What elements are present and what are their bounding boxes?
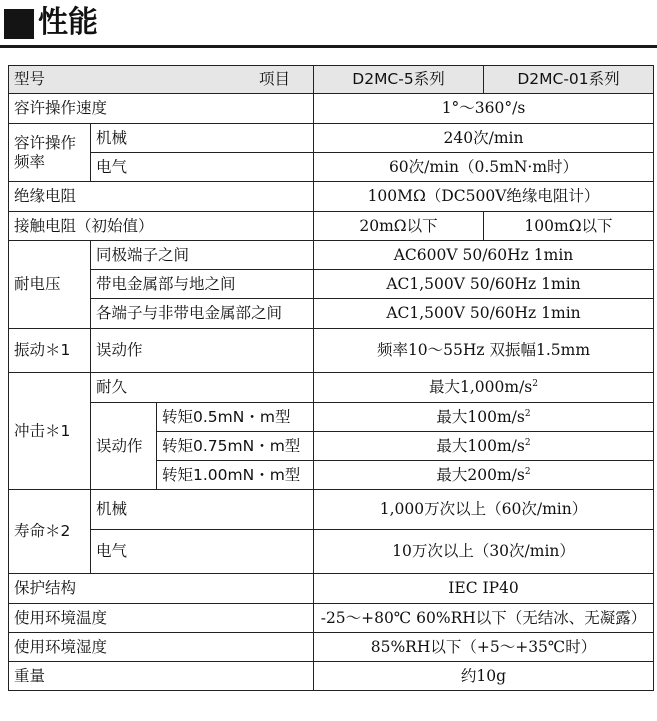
dielectric-r3-value: AC1,500V 50/60Hz 1min xyxy=(314,299,654,329)
contact-value-d2mc-5: 20mΩ以下 xyxy=(314,212,484,241)
shock-durability-exponent: 2 xyxy=(532,379,538,390)
table-row xyxy=(9,270,654,299)
dielectric-label: 耐电压 xyxy=(9,241,91,329)
table-row xyxy=(9,373,654,403)
life-mech-value: 1,000万次以上（60次/min） xyxy=(314,490,654,530)
dielectric-r2-value: AC1,500V 50/60Hz 1min xyxy=(314,270,654,299)
weight-value: 约10g xyxy=(314,662,654,691)
vibration-label: 振动＊1 xyxy=(9,329,91,373)
humidity-value: 85%RH以下（+5～+35℃时） xyxy=(314,633,654,662)
header-col-d2mc-01: D2MC-01系列 xyxy=(484,66,654,94)
header-col-d2mc-5: D2MC-5系列 xyxy=(314,66,484,94)
insulation-value: 100MΩ（DC500V绝缘电阻计） xyxy=(314,182,654,212)
table-row xyxy=(9,182,654,212)
life-label: 寿命＊2 xyxy=(9,490,91,574)
shock-t1-text: 最大100m/s xyxy=(436,407,525,426)
dielectric-r3-label: 各端子与非带电金属部之间 xyxy=(91,299,314,329)
vibration-value: 频率10～55Hz 双振幅1.5mm xyxy=(314,329,654,373)
table-row xyxy=(9,403,654,432)
contact-label: 接触电阻（初始值） xyxy=(9,212,314,241)
header-type-item-cell xyxy=(9,66,314,94)
life-elec-value: 10万次以上（30次/min） xyxy=(314,530,654,574)
table-row xyxy=(9,94,654,124)
table-row xyxy=(9,633,654,662)
freq-elec-value: 60次/min（0.5mN·m时） xyxy=(314,153,654,182)
shock-t2-exponent: 2 xyxy=(524,437,531,448)
shock-durability-text: 最大1,000m/s xyxy=(429,378,533,397)
table-row xyxy=(9,530,654,574)
dielectric-r1-label: 同极端子之间 xyxy=(91,241,314,270)
temperature-value: -25～+80℃ 60%RH以下（无结冰、无凝露） xyxy=(314,604,654,633)
header-type-label: 型号 xyxy=(14,70,46,89)
freq-label: 容许操作频率 xyxy=(9,124,91,182)
table-row xyxy=(9,212,654,241)
table-row xyxy=(9,124,654,153)
shock-t3-exponent: 2 xyxy=(524,466,531,477)
shock-durability-value xyxy=(314,373,654,403)
temperature-label: 使用环境温度 xyxy=(9,604,314,633)
shock-t1-value xyxy=(314,403,654,432)
section-title: 性能 xyxy=(38,5,98,40)
table-row xyxy=(9,329,654,373)
header-item-label: 项目 xyxy=(258,70,290,89)
table-header-row xyxy=(9,66,654,94)
insulation-label: 绝缘电阻 xyxy=(9,182,314,212)
table-row xyxy=(9,299,654,329)
table-row xyxy=(9,662,654,691)
table-row xyxy=(9,153,654,182)
shock-label: 冲击＊1 xyxy=(9,373,91,490)
speed-value: 1°～360°/s xyxy=(314,94,654,124)
contact-value-d2mc-01: 100mΩ以下 xyxy=(484,212,654,241)
shock-t3-value xyxy=(314,461,654,490)
dielectric-r2-label: 带电金属部与地之间 xyxy=(91,270,314,299)
freq-mech-label: 机械 xyxy=(91,124,314,153)
humidity-label: 使用环境湿度 xyxy=(9,633,314,662)
table-row xyxy=(9,574,654,604)
heading-rule xyxy=(0,45,657,48)
protection-label: 保护结构 xyxy=(9,574,314,604)
freq-mech-value: 240次/min xyxy=(314,124,654,153)
shock-t1-exponent: 2 xyxy=(524,408,531,419)
dielectric-r1-value: AC600V 50/60Hz 1min xyxy=(314,241,654,270)
shock-t2-value xyxy=(314,432,654,461)
shock-malfunction-label: 误动作 xyxy=(91,403,157,490)
life-elec-label: 电气 xyxy=(91,530,314,574)
life-mech-label: 机械 xyxy=(91,490,314,530)
speed-label: 容许操作速度 xyxy=(9,94,314,124)
table-row xyxy=(9,490,654,530)
weight-label: 重量 xyxy=(9,662,314,691)
freq-elec-label: 电气 xyxy=(91,153,314,182)
shock-t1-label: 转矩0.5mN・m型 xyxy=(157,403,314,432)
shock-t2-label: 转矩0.75mN・m型 xyxy=(157,432,314,461)
section-heading xyxy=(4,2,98,44)
vibration-sub-label: 误动作 xyxy=(91,329,314,373)
table-row xyxy=(9,241,654,270)
shock-t2-text: 最大100m/s xyxy=(436,436,525,455)
shock-t3-label: 转矩1.00mN・m型 xyxy=(157,461,314,490)
table-row xyxy=(9,604,654,633)
heading-square-icon xyxy=(4,9,34,39)
shock-t3-text: 最大200m/s xyxy=(436,465,525,484)
shock-durability-label: 耐久 xyxy=(91,373,314,403)
performance-table xyxy=(8,65,654,691)
protection-value: IEC IP40 xyxy=(314,574,654,604)
